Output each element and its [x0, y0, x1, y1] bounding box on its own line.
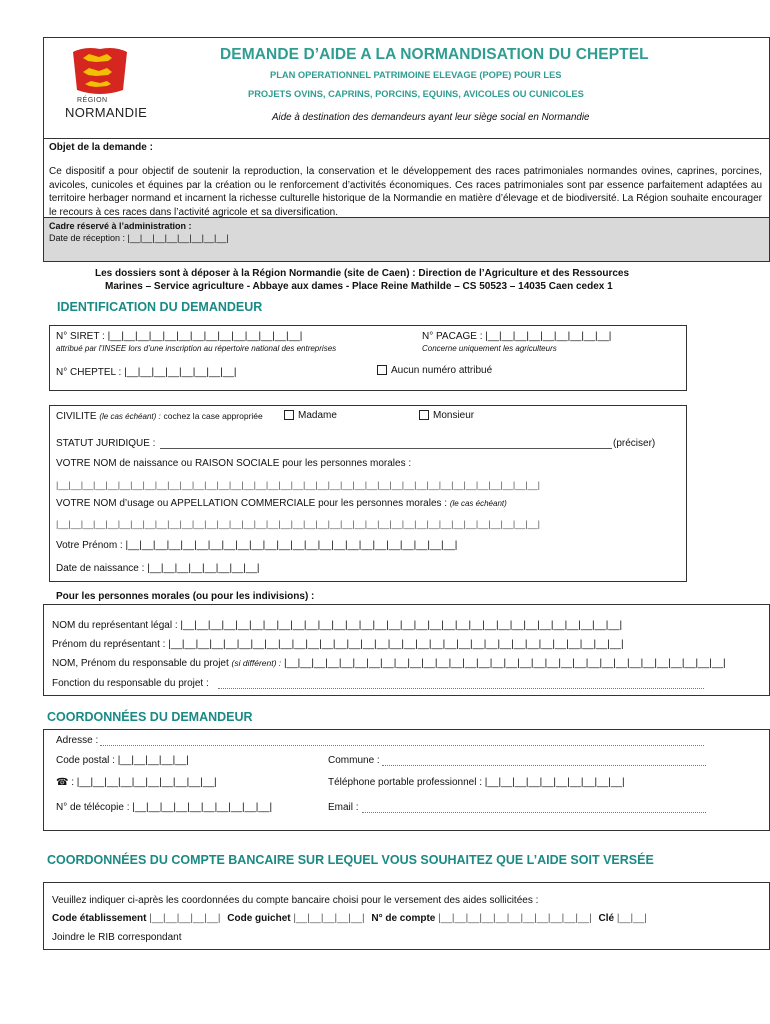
pacage-field[interactable]: N° PACAGE : |__|__|__|__|__|__|__|__|__|: [422, 331, 612, 342]
responsable-row[interactable]: [52, 658, 726, 669]
code-guichet-label: Code guichet: [227, 913, 291, 924]
statut-preciser: (préciser): [613, 438, 656, 449]
nom-label: VOTRE NOM de naissance ou RAISON SOCIALE pour les personnes morales :: [56, 458, 412, 469]
cle-boxes[interactable]: |__|__|: [616, 913, 647, 924]
logo-region-text: RÉGION: [77, 97, 108, 104]
fonction-input-line[interactable]: [218, 688, 704, 689]
responsable-label: NOM, Prénom du responsable du projet: [52, 658, 229, 669]
rib-note: Joindre le RIB correspondant: [52, 932, 182, 943]
madame-checkbox[interactable]: [284, 410, 294, 420]
monsieur-checkbox[interactable]: [419, 410, 429, 420]
adresse-input-line[interactable]: [100, 745, 704, 746]
cheptel-field[interactable]: N° CHEPTEL : |__|__|__|__|__|__|__|__|: [56, 367, 237, 378]
email-label: Email :: [328, 802, 359, 813]
telecopie-field[interactable]: N° de télécopie : |__|__|__|__|__|__|__|__|__|__|: [56, 802, 273, 813]
code-etablissement-label: Code établissement: [52, 913, 147, 924]
depot-line-1: Les dossiers sont à déposer à la Région Normandie (site de Caen) : Direction de l’Agriculture et des Ressources: [95, 268, 630, 279]
statut-input-line[interactable]: [160, 448, 612, 449]
adresse-label: Adresse :: [56, 735, 99, 746]
usage-label: VOTRE NOM d’usage ou APPELLATION COMMERCIALE pour les personnes morales :: [56, 498, 448, 509]
nom-representant-field[interactable]: NOM du représentant légal : |__|__|__|__|__|__|__|__|__|__|__|__|__|__|__|__|__|__|__|__|__|__|__|__|__|__|__|__|__|__|__|__|: [52, 620, 623, 631]
statut-label: STATUT JURIDIQUE :: [56, 438, 156, 449]
phone-row[interactable]: [56, 777, 217, 788]
prenom-field[interactable]: Votre Prénom : |__|__|__|__|__|__|__|__|__|__|__|__|__|__|__|__|__|__|__|__|__|__|__|__|: [56, 540, 458, 551]
coordonnees-heading: COORDONNÉES DU DEMANDEUR: [47, 710, 253, 724]
no-number-option[interactable]: [377, 365, 492, 376]
usage-note: (le cas échéant): [449, 499, 507, 508]
code-etablissement-boxes[interactable]: |__|__|__|__|__|: [149, 913, 221, 924]
siret-field[interactable]: N° SIRET : |__|__|__|__|__|__|__|__|__|__|__|__|__|__|: [56, 331, 303, 342]
civilite-label: CIVILITE: [56, 411, 97, 422]
usage-boxes[interactable]: |__|__|__|__|__|__|__|__|__|__|__|__|__|__|__|__|__|__|__|__|__|__|__|__|__|__|__|__|__|__|__|__|__|__|__|__|__|__|__|: [56, 519, 540, 529]
code-guichet-boxes[interactable]: |__|__|__|__|__|: [293, 913, 365, 924]
depot-line-2: Marines – Service agriculture - Abbaye aux dames - Place Reine Mathilde – CS 50523 – 14035 Caen cedex 1: [105, 281, 613, 292]
subtitle-line-2: PROJETS OVINS, CAPRINS, PORCINS, EQUINS, AVICOLES OU CUNICOLES: [248, 89, 584, 99]
bank-codes-row: [52, 913, 647, 924]
civilite-box: [49, 405, 687, 582]
page-title: DEMANDE D’AIDE A LA NORMANDISATION DU CHEPTEL: [220, 46, 649, 63]
bancaire-heading: COORDONNÉES DU COMPTE BANCAIRE SUR LEQUEL VOUS SOUHAITEZ QUE L’AIDE SOIT VERSÉE: [47, 853, 654, 867]
civilite-row: [56, 411, 263, 422]
no-number-checkbox[interactable]: [377, 365, 387, 375]
fonction-label: Fonction du responsable du projet :: [52, 678, 209, 689]
objet-heading: Objet de la demande :: [49, 142, 153, 153]
region-logo: [65, 46, 148, 121]
bancaire-intro: Veuillez indiquer ci-après les coordonnées du compte bancaire choisi pour le versement des aides sollicitées :: [52, 895, 539, 906]
reception-date: Date de réception : |__|__|__|__|__|__|__|__|: [49, 233, 229, 243]
monsieur-option[interactable]: [419, 410, 474, 421]
usage-row: [56, 498, 507, 509]
siret-note: attribué par l’INSEE lors d’une inscription au répertoire national des entreprises: [56, 344, 337, 353]
commune-label: Commune :: [328, 755, 380, 766]
madame-label: Madame: [298, 410, 337, 421]
nom-boxes[interactable]: |__|__|__|__|__|__|__|__|__|__|__|__|__|__|__|__|__|__|__|__|__|__|__|__|__|__|__|__|__|__|__|__|__|__|__|__|__|__|__|: [56, 480, 540, 490]
logo-normandie-text: NORMANDIE: [65, 105, 148, 120]
civilite-note: (le cas échéant) :: [99, 412, 161, 421]
phone-boxes[interactable]: : |__|__|__|__|__|__|__|__|__|__|: [71, 777, 217, 788]
telephone-icon: ☎: [56, 777, 69, 788]
identification-heading: IDENTIFICATION DU DEMANDEUR: [57, 300, 263, 314]
naissance-field[interactable]: Date de naissance : |__|__|__|__|__|__|__|__|: [56, 563, 260, 574]
normandy-shield-icon: [69, 46, 131, 96]
numero-compte-boxes[interactable]: |__|__|__|__|__|__|__|__|__|__|__|: [438, 913, 592, 924]
cle-label: Clé: [598, 913, 615, 924]
responsable-boxes[interactable]: |__|__|__|__|__|__|__|__|__|__|__|__|__|__|__|__|__|__|__|__|__|__|__|__|__|__|__|__|__|__|__|__|: [283, 658, 726, 669]
numero-compte-label: N° de compte: [371, 913, 436, 924]
monsieur-label: Monsieur: [433, 410, 475, 421]
prenom-representant-field[interactable]: Prénom du représentant : |__|__|__|__|__|__|__|__|__|__|__|__|__|__|__|__|__|__|__|__|__|__|__|__|__|__|__|__|__|__|__|__|__|: [52, 639, 624, 650]
subtitle-line-1: PLAN OPERATIONNEL PATRIMOINE ELEVAGE (POPE) POUR LES: [270, 70, 562, 80]
code-postal-field[interactable]: Code postal : |__|__|__|__|__|: [56, 755, 189, 766]
portable-field[interactable]: Téléphone portable professionnel : |__|__|__|__|__|__|__|__|__|__|: [328, 777, 625, 788]
civilite-hint: cochez la case appropriée: [163, 411, 263, 421]
pacage-note: Concerne uniquement les agriculteurs: [422, 344, 557, 353]
no-number-label: Aucun numéro attribué: [391, 365, 493, 376]
header-note: Aide à destination des demandeurs ayant leur siège social en Normandie: [272, 112, 590, 123]
responsable-note: (si différent) :: [231, 658, 282, 668]
commune-input-line[interactable]: [382, 765, 706, 766]
madame-option[interactable]: [284, 410, 337, 421]
email-input-line[interactable]: [362, 812, 706, 813]
admin-heading: Cadre réservé à l’administration :: [49, 221, 192, 231]
morales-heading: Pour les personnes morales (ou pour les indivisions) :: [56, 591, 315, 602]
objet-text: Ce dispositif a pour objectif de soutenir la reproduction, la conservation et le développement des races patrimoniales normandes ovines, caprines, porcines, avicoles, cunicoles et équines par la création ou le renforcement d’activités économiques. Ces races patrimoniales sont par essence parfaitement adaptées au territoire herbager normand et incarnent la richesse culturelle historique de la Normandie en matière d’élevage et de biodiversité. La Région souhaite encourager le recours à ces races dans l’activité agricole et sa diversification.: [49, 166, 762, 218]
